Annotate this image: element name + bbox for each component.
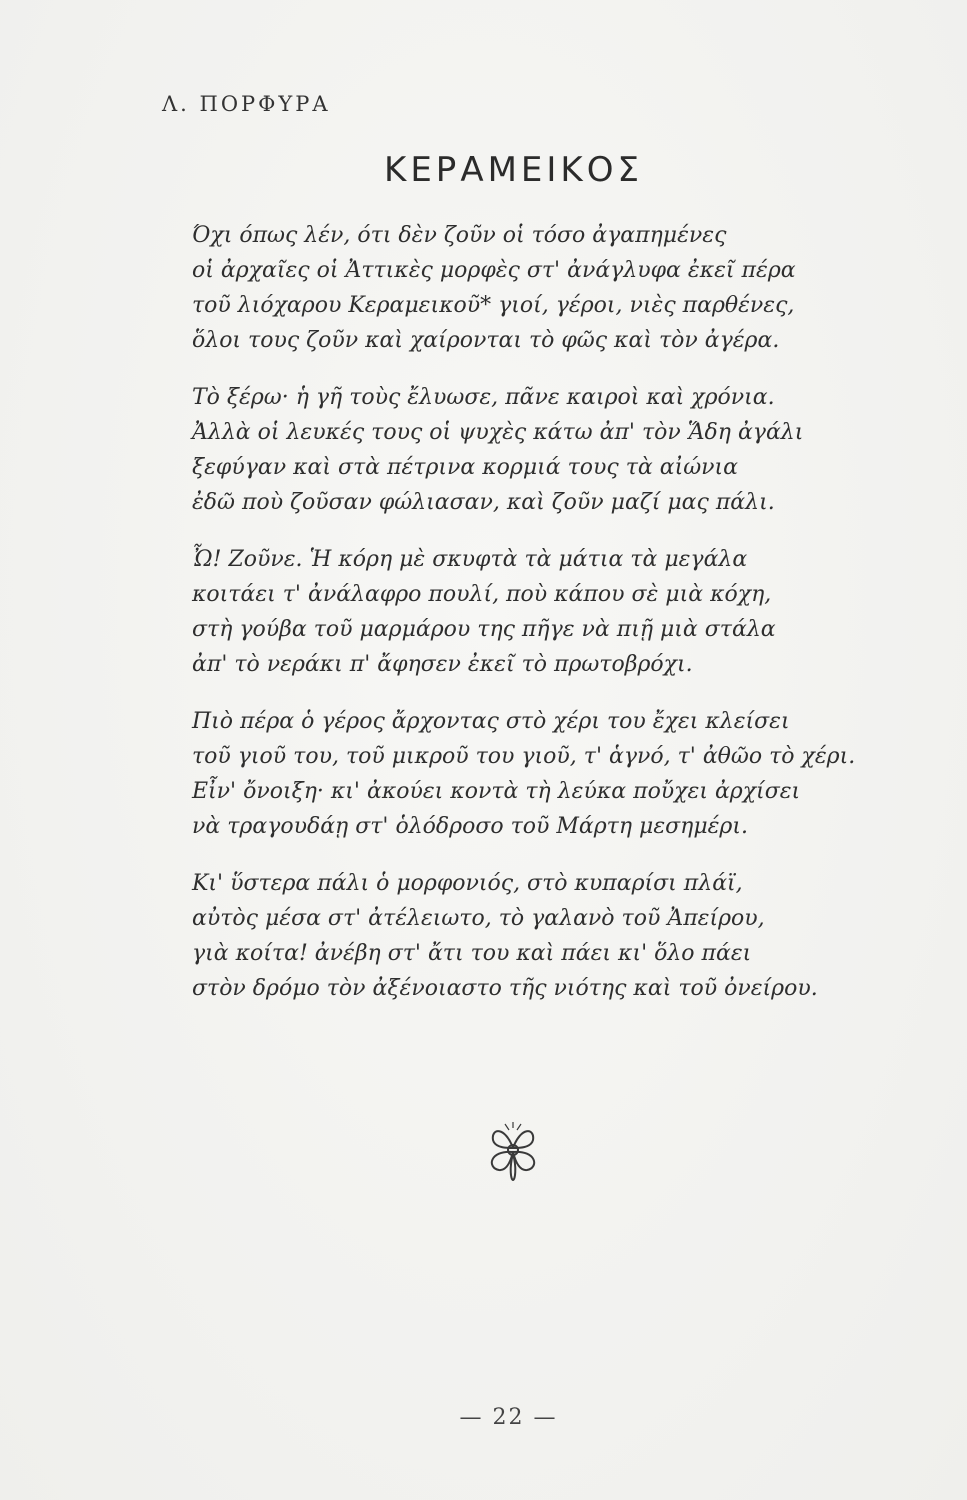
poem-line: ἐδῶ ποὺ ζοῦσαν φώλιασαν, καὶ ζοῦν μαζί μας πάλι. (192, 490, 775, 515)
poem-line: στὴ γούβα τοῦ μαρμάρου της πῆγε νὰ πιῇ μιὰ στάλα (192, 617, 776, 642)
stanza-3 (192, 542, 872, 682)
poem-line: τοῦ λιόχαρου Κεραμεικοῦ* γιοί, γέροι, νιὲς παρθένες, (192, 293, 795, 318)
stanza-2 (192, 380, 872, 520)
flower-ornament-icon (479, 1118, 547, 1186)
poem-line: Τὸ ξέρω· ἡ γῆ τοὺς ἔλυωσε, πᾶνε καιροὶ καὶ χρόνια. (192, 385, 775, 410)
stanza-5 (192, 866, 872, 1006)
poem-line: γιὰ κοίτα! ἀνέβη στ' ἄτι του καὶ πάει κι' ὅλο πάει (192, 941, 752, 966)
poem-line: Ὦ! Ζοῦνε. Ἡ κόρη μὲ σκυφτὰ τὰ μάτια τὰ μεγάλα (192, 547, 748, 572)
poem-line: Εἶν' ὄνοιξη· κι' ἀκούει κοντὰ τὴ λεύκα ποὔχει ἀρχίσει (192, 779, 801, 804)
poem-body (192, 218, 872, 1028)
poem-line: ἀπ' τὸ νεράκι π' ἄφησεν ἐκεῖ τὸ πρωτοβρόχι. (192, 652, 693, 677)
poem-line: ξεφύγαν καὶ στὰ πέτρινα κορμιά τους τὰ αἰώνια (192, 455, 739, 480)
poem-line: αὐτὸς μέσα στ' ἀτέλειωτο, τὸ γαλανὸ τοῦ Ἀπείρου, (192, 906, 765, 931)
poem-line: Πιὸ πέρα ὁ γέρος ἄρχοντας στὸ χέρι του ἔχει κλείσει (192, 709, 790, 734)
poem-line: Ἀλλὰ οἱ λευκές τους οἱ ψυχὲς κάτω ἀπ' τὸν Ἅδη ἀγάλι (192, 420, 804, 445)
poem-line: οἱ ἀρχαῖες οἱ Ἀττικὲς μορφὲς στ' ἀνάγλυφα ἐκεῖ πέρα (192, 258, 796, 283)
poem-line: ὅλοι τους ζοῦν καὶ χαίρονται τὸ φῶς καὶ τὸν ἀγέρα. (192, 328, 780, 353)
poem-line: στὸν δρόμο τὸν ἀξένοιαστο τῆς νιότης καὶ τοῦ ὀνείρου. (192, 976, 818, 1001)
poem-line: κοιτάει τ' ἀνάλαφρο πουλί, ποὺ κάπου σὲ μιὰ κόχη, (192, 582, 772, 607)
page-number: — 22 — (459, 1405, 558, 1430)
poem-line: Κι' ὕστερα πάλι ὁ μορφονιός, στὸ κυπαρίσι πλάϊ, (192, 871, 743, 896)
poem-line: νὰ τραγουδάῃ στ' ὁλόδροσο τοῦ Μάρτη μεσημέρι. (192, 814, 748, 839)
stanza-1 (192, 218, 872, 358)
author-header: Λ. ΠΟΡΦΥΡΑ (162, 92, 331, 116)
stanza-4 (192, 704, 872, 844)
poem-line: τοῦ γιοῦ του, τοῦ μικροῦ του γιοῦ, τ' ἁγνό, τ' ἀθῶο τὸ χέρι. (192, 744, 856, 769)
poem-title: ΚΕΡΑΜΕΙΚΟΣ (384, 150, 643, 190)
poem-line: Όχι όπως λέν, ότι δὲν ζοῦν οἱ τόσο ἀγαπημένες (192, 223, 727, 248)
